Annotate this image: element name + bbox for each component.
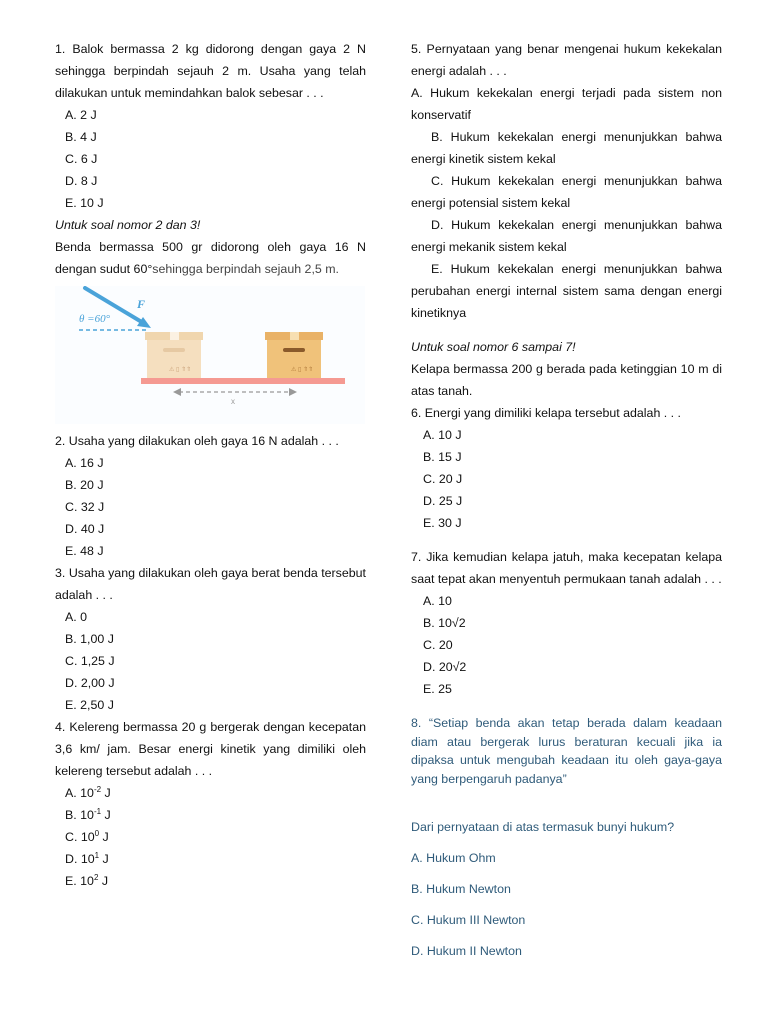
force-label: F xyxy=(137,297,146,311)
q8-option-b: B. Hukum Newton xyxy=(411,882,511,897)
box-final-marks: ⚠ ▯ ⇑⇑ xyxy=(291,367,314,373)
q2-option-c: C. 32 J xyxy=(65,500,105,514)
intro-text-after: sehingga berpindah sejauh 2,5 m. xyxy=(152,262,339,276)
q7-option-d: D. 20√2 xyxy=(423,660,467,674)
force-diagram xyxy=(55,286,365,424)
q1-option-a: A. 2 J xyxy=(65,108,97,122)
q2-option-d: D. 40 J xyxy=(65,522,105,536)
q4-b-exp: -1 xyxy=(93,806,102,816)
q5-option-d: D. Hukum kekekalan energi menunjukkan bahwa energi mekanik sistem kekal xyxy=(411,218,722,254)
question-5-text: 5. Pernyataan yang benar mengenai hukum kekekalan energi adalah . . . xyxy=(411,42,722,78)
displacement-label: x xyxy=(231,397,235,406)
angle-label: θ =60° xyxy=(79,313,110,325)
q4-e-base: E. 10 xyxy=(65,874,94,888)
q6-option-e: E. 30 J xyxy=(423,516,462,530)
intro-angle: 60° xyxy=(133,262,153,276)
q7-option-a: A. 10 xyxy=(423,594,452,608)
q3-option-a: A. 0 xyxy=(65,610,88,624)
right-column xyxy=(411,38,722,967)
question-1-text: 1. Balok bermassa 2 kg didorong dengan gaya 2 N sehingga berpindah sejauh 2 m. Usaha yang telah dilakukan untuk memindahkan balok sebesar . . . xyxy=(55,42,366,100)
q6-option-b: B. 15 J xyxy=(423,450,462,464)
q1-option-c: C. 6 J xyxy=(65,152,98,166)
q4-e-unit: J xyxy=(98,874,109,888)
question-2-text: 2. Usaha yang dilakukan oleh gaya 16 N adalah . . . xyxy=(55,434,339,448)
left-column xyxy=(55,38,366,892)
q4-a-unit: J xyxy=(101,786,111,800)
q3-option-b: B. 1,00 J xyxy=(65,632,114,646)
question-6-text: 6. Energi yang dimiliki kelapa tersebut adalah . . . xyxy=(411,406,681,420)
q2-option-b: B. 20 J xyxy=(65,478,104,492)
q6-option-a: A. 10 J xyxy=(423,428,462,442)
q4-a-base: A. 10 xyxy=(65,786,94,800)
q6-option-d: D. 25 J xyxy=(423,494,463,508)
q4-c-base: C. 10 xyxy=(65,830,95,844)
q1-option-b: B. 4 J xyxy=(65,130,97,144)
question-7-text: 7. Jika kemudian kelapa jatuh, maka kecepatan kelapa saat tepat akan menyentuh permukaan tanah adalah . . . xyxy=(411,550,722,586)
box-final-tape xyxy=(290,332,299,340)
q4-a-exp: -2 xyxy=(93,784,102,794)
q2-option-e: E. 48 J xyxy=(65,544,104,558)
q8-option-c: C. Hukum III Newton xyxy=(411,913,526,928)
q4-option-c xyxy=(55,826,366,848)
question-8-statement: 8. “Setiap benda akan tetap berada dalam keadaan diam atau bergerak lurus beraturan kecuali jika ia dipaksa untuk mengubah keadaan itu oleh gaya-gaya yang berpengaruh padanya” xyxy=(411,716,722,786)
spacer xyxy=(411,800,722,812)
q7-option-e: E. 25 xyxy=(423,682,452,696)
intro-6-7-text: Kelapa bermassa 200 g berada pada ketinggian 10 m di atas tanah. xyxy=(411,362,722,398)
spacer xyxy=(411,534,722,546)
force-diagram-svg xyxy=(55,286,365,424)
intro-text-before: Benda bermassa 500 gr didorong oleh gaya 16 N dengan sudut xyxy=(55,240,366,276)
box-final-handle xyxy=(283,348,305,352)
q4-option-d xyxy=(55,848,366,870)
intro-2-3-heading: Untuk soal nomor 2 dan 3! xyxy=(55,218,201,232)
question-8-text: Dari pernyataan di atas termasuk bunyi hukum? xyxy=(411,820,675,835)
question-4-text: 4. Kelereng bermassa 20 g bergerak dengan kecepatan 3,6 km/ jam. Besar energi kinetik yang dimiliki oleh kelereng tersebut adalah . . . xyxy=(55,720,366,778)
box-final xyxy=(265,332,323,378)
q4-c-exp: 0 xyxy=(94,828,100,838)
q8-option-d: D. Hukum II Newton xyxy=(411,944,522,959)
q7-option-c: C. 20 xyxy=(423,638,453,652)
box-initial xyxy=(145,332,203,378)
q4-c-unit: J xyxy=(99,830,109,844)
q5-option-e: E. Hukum kekekalan energi menunjukkan bahwa perubahan energi internal sistem sama dengan energi kinetiknya xyxy=(411,262,722,320)
q6-option-c: C. 20 J xyxy=(423,472,463,486)
spacer xyxy=(411,700,722,712)
floor xyxy=(141,378,345,384)
intro-6-7-heading: Untuk soal nomor 6 sampai 7! xyxy=(411,340,576,354)
q4-d-exp: 1 xyxy=(94,850,100,860)
spacer xyxy=(411,324,722,336)
q3-option-e: E. 2,50 J xyxy=(65,698,114,712)
q1-option-e: E. 10 J xyxy=(65,196,104,210)
q2-option-a: A. 16 J xyxy=(65,456,104,470)
q3-option-c: C. 1,25 J xyxy=(65,654,115,668)
q4-d-base: D. 10 xyxy=(65,852,95,866)
q5-option-a: A. Hukum kekekalan energi terjadi pada sistem non konservatif xyxy=(411,86,722,122)
box-initial-handle xyxy=(163,348,185,352)
q5-option-b: B. Hukum kekekalan energi menunjukkan bahwa energi kinetik sistem kekal xyxy=(411,130,722,166)
question-3-text: 3. Usaha yang dilakukan oleh gaya berat benda tersebut adalah . . . xyxy=(55,566,366,602)
q4-option-a xyxy=(55,782,366,804)
box-initial-marks: ⚠ ▯ ⇑⇑ xyxy=(169,367,192,373)
q4-d-unit: J xyxy=(99,852,109,866)
q4-b-unit: J xyxy=(101,808,111,822)
q8-option-a: A. Hukum Ohm xyxy=(411,851,496,866)
q1-option-d: D. 8 J xyxy=(65,174,98,188)
q4-b-base: B. 10 xyxy=(65,808,94,822)
intro-2-3-text xyxy=(55,236,366,280)
q5-option-c: C. Hukum kekekalan energi menunjukkan bahwa energi potensial sistem kekal xyxy=(411,174,722,210)
q4-option-b xyxy=(55,804,366,826)
q4-e-exp: 2 xyxy=(93,872,99,882)
q7-option-b: B. 10√2 xyxy=(423,616,466,630)
q3-option-d: D. 2,00 J xyxy=(65,676,115,690)
box-initial-tape xyxy=(170,332,179,340)
q4-option-e xyxy=(55,870,366,892)
